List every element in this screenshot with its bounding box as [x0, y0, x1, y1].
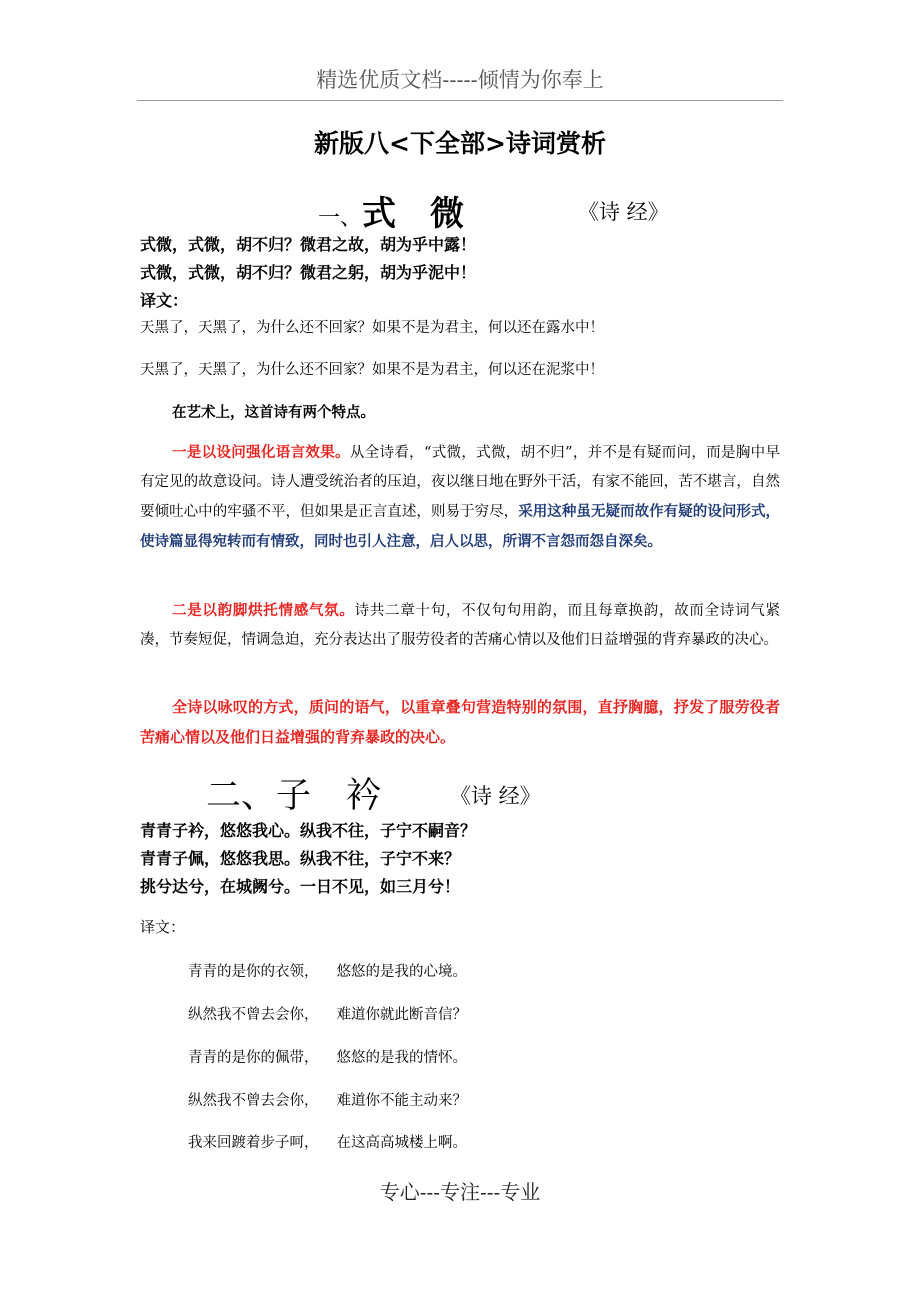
section2-translation-line: [188, 960, 467, 981]
point1-body: 从全诗看，“式微，式微，胡不归”，并不是有疑而问，而是胸中早有定见的故意设问。诗人遭受统治者的压迫，夜以继日地在野外干活，有家不能回，苦不堪言，自然要倾吐心中的牢骚不平，但如果是正言直述，则易于穷尽，: [140, 445, 780, 520]
translation-part-b: 在这高高城楼上啊。: [336, 1135, 467, 1151]
section1-translation-label: 译文：: [140, 291, 189, 310]
section2-translation-line: [188, 1046, 467, 1067]
summary-paragraph: 全诗以咏叹的方式，质问的语气，以重章叠句营造特别的氛围，直抒胸臆，抒发了服劳役者苦痛心情以及他们日益增强的背弃暴政的决心。: [140, 698, 780, 746]
document-title: 新版八<下全部>诗词赏析: [314, 129, 606, 158]
section1-source: 《诗 经》: [578, 200, 669, 224]
page-header: 精选优质文档-----倾情为你奉上: [316, 68, 604, 92]
translation-part-a: 青青的是你的佩带，: [188, 1050, 319, 1066]
point1-paragraph: [140, 438, 780, 557]
section2-translation-line: [188, 1131, 467, 1152]
section1-heading: [318, 186, 464, 235]
translation-part-a: 纵然我不曾去会你，: [188, 1093, 319, 1109]
section2-poem-line-3: 挑兮达兮，在城阙兮。一日不见，如三月兮！: [140, 877, 461, 896]
point1-lead: 一是以设问强化语言效果。: [172, 444, 350, 461]
section1-number: 一、: [318, 206, 363, 231]
section2-poem-line-2: 青青子佩，悠悠我思。纵我不往，子宁不来？: [140, 849, 461, 868]
point2-lead: 二是以韵脚烘托情感气氛。: [172, 602, 355, 619]
point2-body: 诗共二章十句，不仅句句用韵，而且每章换韵，故而全诗词气紧凑，节奏短促，情调急迫，充分表达出了服劳役者的苦痛心情以及他们日益增强的背弃暴政的决心。: [140, 603, 781, 648]
translation-part-a: 青青的是你的衣领，: [188, 964, 319, 980]
translation-part-b: 悠悠的是我的心境。: [336, 964, 467, 980]
section1-poem-line-2: 式微，式微，胡不归？微君之躬，胡为乎泥中！: [140, 263, 477, 282]
section2-translation-line: [188, 1089, 467, 1110]
section2-translation-label: 译文：: [140, 918, 186, 936]
translation-part-a: 我来回踱着步子呵，: [188, 1135, 319, 1151]
point1-emphasis: 采用这种虽无疑而故作有疑的设问形式，使诗篇显得宛转而有情致，同时也引人注意，启人以思，所谓不言怨而怨自深矣。: [140, 503, 781, 550]
translation-part-b: 悠悠的是我的情怀。: [336, 1050, 467, 1066]
section2-translation-line: [188, 1003, 467, 1024]
section1-translation-line-2: 天黑了，天黑了，为什么还不回家？如果不是为君主，何以还在泥浆中！: [140, 362, 604, 378]
art-intro: 在艺术上，这首诗有两个特点。: [172, 404, 375, 421]
translation-part-b: 难道你不能主动来？: [336, 1093, 467, 1109]
section1-poem-line-1: 式微，式微，胡不归？微君之故，胡为乎中露！: [140, 235, 477, 254]
section2-poem-line-1: 青青子衿，悠悠我心。纵我不往，子宁不嗣音？: [140, 821, 477, 840]
section2-title: 二、子 衿: [206, 776, 382, 816]
translation-part-a: 纵然我不曾去会你，: [188, 1007, 319, 1023]
section1-title: 式 微: [362, 194, 465, 234]
section2-source: 《诗 经》: [450, 784, 541, 808]
translation-part-b: 难道你就此断音信？: [336, 1007, 467, 1023]
page-footer: 专心---专注---专业: [379, 1180, 541, 1204]
point2-paragraph: [140, 596, 780, 655]
header-divider: [137, 100, 783, 101]
section1-translation-line-1: 天黑了，天黑了，为什么还不回家？如果不是为君主，何以还在露水中！: [140, 320, 604, 336]
